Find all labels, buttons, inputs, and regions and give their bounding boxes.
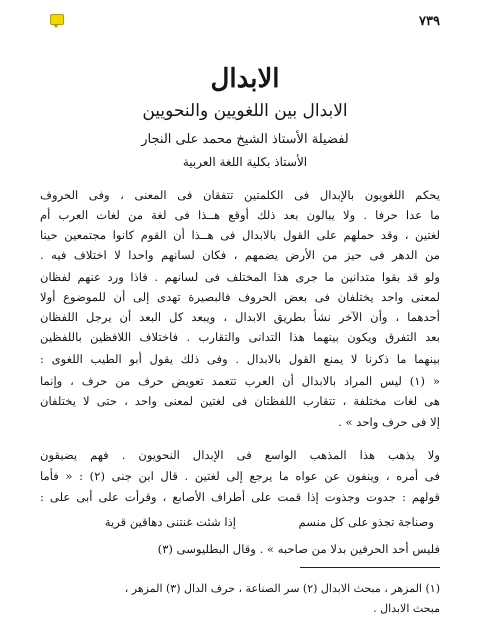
body-line: من الدهر فى حيز من الأرض يضمهم ، فكان لسانهم واحدا لا اختلاف فيه .	[40, 248, 440, 262]
body-line: بعد التفرق ويكون بينهما هذا التدانى والتقارب . فاختلاف اللافظين باللفظين	[40, 330, 440, 344]
footnote-divider	[300, 567, 440, 568]
body-line: ما عدا حرفا . ولا يبالون بعد ذلك أوقع هــذا فى لغة من لغات العرب أم	[40, 208, 440, 222]
body-line: لغتين ، وقد حملهم على القول بالابدال فى هــذا أن القوم كانوا مجتمعين حينا	[40, 228, 440, 242]
body-line: يحكم اللغويون بالإبدال فى الكلمتين تتفقان فى المعنى ، وفى الحروف	[40, 188, 440, 202]
body-line: أحدهما ، وأن الآخر نشأ بطريق الابدال ، ويبعد كل البعد أن يرجل اللفظان	[40, 310, 440, 324]
body-line: « (١) ليس المراد بالابدال أن العرب تتعمد تعويض حرف من حرف ، وإنما	[40, 374, 440, 388]
body-line: قولهم : جدوت وجذوت إذا قمت على أطراف الأصابع ، وقرأت على أبى على :	[40, 490, 440, 504]
footnote-line: (١) المزهر ، مبحث الابدال (٢) سر الصناعة ، حرف الدال (٣) المزهر ،	[124, 582, 440, 595]
body-line: ولو قد بقوا متدانين ما جرى هذا المختلف فى لسانهم . فاذا ورد عنهم لفظان	[40, 270, 440, 284]
author-line: لفضيلة الأستاذ الشيخ محمد على النجار	[141, 132, 349, 147]
footnote-line: مبحث الابدال .	[373, 602, 440, 615]
body-line: ولا يذهب هذا المذهب الواسع فى الإبدال النحويون . فهم يضيقون	[40, 448, 440, 462]
body-line: بينهما ما ذكرنا لا يمنع القول بالابدال . وفى ذلك يقول أبو الطيب اللغوى :	[40, 352, 440, 366]
body-line: فليس أحد الحرفين بدلا من صاحبه » . وقال البطليوسى (٣)	[157, 542, 440, 556]
body-line: فى أمره ، وينفون عن عواه ما يرجع إلى لغتين . قال ابن جنى (٢) : « فأما	[40, 469, 440, 483]
page-number: ٧٣٩	[419, 14, 440, 29]
article-title: الابدال	[210, 64, 280, 94]
body-line: إلا فى حرف واحد » .	[338, 415, 440, 429]
verse-hemistich-left: وصناجة تجذو على كل منسم	[298, 515, 434, 529]
affiliation-line: الأستاذ بكلية اللغة العربية	[182, 155, 308, 169]
verse-hemistich-right: إذا شئت غنتنى دهاقين قرية	[104, 515, 236, 529]
article-subtitle: الابدال بين اللغويين والنحويين	[142, 101, 348, 121]
body-line: هى لغات مختلفة ، تتقارب اللفظتان فى لغتين لمعنى واحد ، حتى لا يختلفان	[40, 394, 440, 408]
body-line: لمعنى واحد يختلفان فى بعض الحروف فالبصيرة تهدى إلى أن للموضوع أولا	[40, 290, 440, 304]
